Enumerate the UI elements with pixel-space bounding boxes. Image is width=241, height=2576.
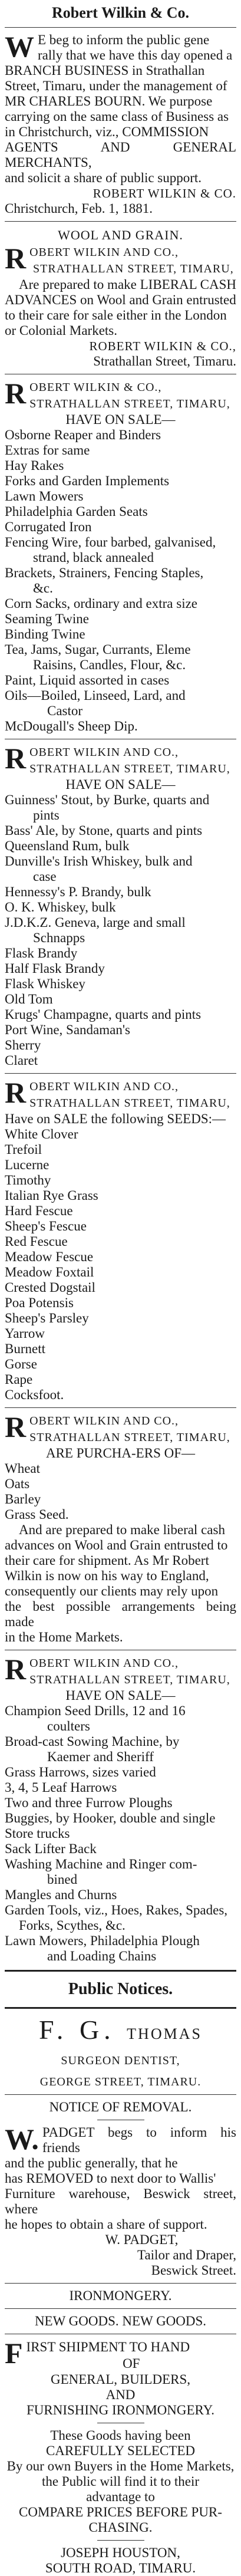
address: STRATHALLAN STREET, TIMARU, (29, 397, 230, 410)
ad-line: MR CHARLES BOURN. We purpose (5, 94, 213, 108)
ad-line: CHASING. (88, 2520, 153, 2535)
list-item: Gorse (5, 1357, 37, 1371)
drop-cap: F (5, 2337, 23, 2370)
list-item: bined (47, 1872, 78, 1887)
ad-heading: Robert Wilkin & Co. (51, 4, 190, 21)
list-item: Broad-cast Sowing Machine, by (5, 1734, 180, 1749)
dateline: Christchurch, Feb. 1, 1881. (5, 201, 153, 216)
list-item: Rape (5, 1372, 33, 1387)
firm-name: OBERT WILKIN AND CO., (29, 1080, 179, 1093)
drop-cap: R (5, 377, 27, 410)
list-item: Garden Tools, viz., Hoes, Rakes, Spades, (5, 1903, 228, 1917)
address: STRATHALLAN STREET, TIMARU, (29, 762, 230, 775)
ad-line: the Public will find it to their (41, 2474, 200, 2489)
ad-line: in Christchurch, viz., COMMISSION (5, 124, 209, 139)
ad-heading: NOTICE OF REMOVAL. (49, 2100, 192, 2114)
signature-address: SOUTH ROAD, TIMARU. (45, 2561, 196, 2575)
ad-line: These Goods having been (50, 2428, 191, 2443)
list-item: Corn Sacks, ordinary and extra size (5, 596, 198, 611)
ad-line: BRANCH BUSINESS in Strathallan (5, 63, 205, 78)
list-item: Osborne Reaper and Binders (5, 427, 161, 442)
list-item: Forks and Garden Implements (5, 473, 170, 488)
list-item: Port Wine, Sandaman's (5, 1022, 130, 1037)
ad-line: PADGET begs to inform his friends (42, 2125, 236, 2155)
list-item: Oils—Boiled, Linseed, Lard, and (5, 688, 186, 703)
signature-address: Beswick Street. (151, 2263, 236, 2278)
ad-line: he hopes to obtain a share of support. (5, 2217, 207, 2232)
list-item: Paint, Liquid assorted in cases (5, 673, 170, 687)
ad-line: has REMOVED to next door to Wallis' (5, 2171, 216, 2186)
drop-cap: R (5, 1076, 27, 1109)
divider (5, 2308, 236, 2309)
ad-line: IRST SHIPMENT TO HAND (26, 2340, 190, 2354)
list-item: Sheep's Parsley (5, 1311, 89, 1325)
list-item: Old Tom (5, 992, 53, 1006)
list-item: Wheat (5, 1461, 41, 1476)
list-item: Timothy (5, 1173, 51, 1187)
ad-line: carrying on the same class of Business as (5, 109, 229, 124)
list-item: Meadow Foxtail (5, 1265, 94, 1279)
subheading: HAVE ON SALE— (65, 412, 176, 427)
address: STRATHALLAN STREET, TIMARU, (29, 1431, 230, 1444)
list-item: Seaming Twine (5, 611, 89, 626)
ad-line: AND (105, 2387, 136, 2402)
drop-cap: W (5, 30, 34, 63)
list-item: Sherry (5, 1038, 41, 1052)
drop-cap: W. (5, 2123, 39, 2156)
list-item: O. K. Whiskey, bulk (5, 900, 116, 914)
list-item: Half Flask Brandy (5, 961, 105, 976)
ad-line: By our own Buyers in the Home Markets, (6, 2459, 235, 2473)
list-item: Grass Harrows, sizes varied (5, 1765, 156, 1779)
list-item: Flask Brandy (5, 946, 78, 960)
drop-cap: R (5, 742, 27, 775)
divider (5, 1970, 236, 1972)
list-item: Meadow Fescue (5, 1249, 94, 1264)
list-item: Lawn Mowers (5, 489, 84, 504)
list-item: pints (33, 808, 60, 823)
address: STRATHALLAN STREET, TIMARU, (29, 1673, 230, 1686)
list-item: strand, black annealed (33, 550, 154, 565)
list-item: Fencing Wire, four barbed, galvanised, (5, 535, 216, 550)
dentist-name (5, 2015, 236, 2049)
initial: G. (79, 2015, 115, 2045)
list-item: Oats (5, 1476, 30, 1491)
address: GEORGE STREET, TIMARU. (39, 2075, 202, 2088)
list-item: Krugs' Champagne, quarts and pints (5, 1007, 202, 1022)
list-item: Two and three Furrow Ploughs (5, 1795, 173, 1810)
ad-line: the best possible arrangements being made (5, 1599, 236, 1629)
ad-branch-business (5, 4, 236, 216)
list-item: Tea, Jams, Sugar, Currants, Eleme (5, 642, 191, 657)
ad-implements-sale (5, 1655, 236, 1964)
divider (5, 1073, 236, 1074)
signature-address: Strathallan Street, Timaru. (93, 354, 236, 369)
list-item: Queensland Rum, bulk (5, 838, 130, 853)
list-item: Hay Rakes (5, 458, 64, 473)
ad-line: in the Home Markets. (5, 1630, 123, 1644)
ad-line: COMPARE PRICES BEFORE PUR- (19, 2505, 222, 2519)
list-item: and Loading Chains (47, 1949, 157, 1963)
ad-line: FURNISHING IRONMONGERY. (26, 2403, 215, 2417)
firm-name: OBERT WILKIN & CO., (29, 381, 162, 394)
ad-ironmongery (5, 2288, 236, 2576)
signature: W. PADGET, (105, 2232, 179, 2247)
drop-cap: R (5, 1653, 27, 1686)
ad-line: Furniture warehouse, Beswick street, where (5, 2186, 236, 2216)
list-item: Sheep's Fescue (5, 1219, 87, 1233)
list-item: Buggies, by Hooker, double and single (5, 1811, 216, 1825)
list-item: Dunville's Irish Whiskey, bulk and (5, 854, 193, 868)
surname: THOMAS (127, 2025, 202, 2042)
subheading: ARE PURCHA-ERS OF— (45, 1446, 196, 1460)
list-item: Italian Rye Grass (5, 1188, 98, 1203)
list-item: Castor (47, 703, 83, 718)
list-item: Crested Dogstail (5, 1280, 95, 1295)
initial: F. (39, 2015, 68, 2045)
list-item: Mangles and Churns (5, 1887, 117, 1902)
divider (5, 2007, 236, 2009)
address: STRATHALLAN STREET, TIMARU, (33, 262, 234, 275)
list-item: Hennessy's P. Brandy, bulk (5, 884, 151, 899)
ad-line: rally that we have this day opened a (38, 48, 233, 62)
list-item: coulters (47, 1719, 90, 1733)
list-item: Bass' Ale, by Stone, quarts and pints (5, 823, 203, 838)
ad-line: Wilkin is now on his way to England, (5, 1568, 209, 1583)
ad-line: advances on Wool and Grain entrusted to (5, 1538, 228, 1552)
ad-removal-notice (5, 2100, 236, 2278)
list-item: Yarrow (5, 1326, 45, 1341)
list-item: Lawn Mowers, Philadelphia Plough (5, 1933, 200, 1948)
list-item: Grass Seed. (5, 1507, 69, 1522)
ad-line: and the public generally, that he (5, 2156, 178, 2170)
list-item: Store trucks (5, 1826, 70, 1841)
ad-line: CAREFULLY SELECTED (45, 2443, 196, 2458)
ad-line: OF (123, 2356, 140, 2371)
list-item: Binding Twine (5, 627, 85, 641)
list-item: Champion Seed Drills, 12 and 16 (5, 1703, 186, 1718)
ad-heading: IRONMONGERY. (69, 2288, 172, 2303)
list-item: Brackets, Strainers, Fencing Staples, (5, 565, 204, 580)
divider (5, 1407, 236, 1408)
subheading: HAVE ON SALE— (65, 777, 176, 792)
list-item: Schnapps (33, 930, 85, 945)
list-item: Hard Fescue (5, 1203, 73, 1218)
list-item: case (33, 869, 57, 884)
list-item: Barley (5, 1492, 41, 1506)
subheading: NEW GOODS. NEW GOODS. (34, 2314, 207, 2328)
divider (5, 2283, 236, 2284)
list-item: Extras for same (5, 443, 90, 458)
ad-heading: WOOL AND GRAIN. (58, 228, 183, 242)
ad-line: consequently our clients may rely upon (5, 1584, 219, 1598)
list-item: Cocksfoot. (5, 1387, 64, 1402)
list-item: McDougall's Sheep Dip. (5, 719, 138, 733)
list-item: &c. (33, 581, 53, 596)
list-item: Raisins, Candles, Flour, &c. (33, 657, 186, 672)
list-item: White Clover (5, 1127, 78, 1141)
ad-wool-grain (5, 226, 236, 369)
dentist-title: SURGEON DENTIST, (61, 2054, 180, 2067)
divider (97, 2540, 144, 2541)
ad-dentist (5, 2015, 236, 2090)
ad-line: E beg to inform the public gene (38, 32, 210, 47)
subheading: HAVE ON SALE— (65, 1688, 176, 1703)
list-item: 3, 4, 5 Leaf Harrows (5, 1780, 117, 1795)
subheading: Have on SALE the following SEEDS:— (5, 1111, 226, 1126)
list-item: Poa Potensis (5, 1295, 74, 1310)
firm-name: OBERT WILKIN AND CO., (29, 1414, 179, 1427)
list-item: Red Fescue (5, 1234, 68, 1249)
divider (5, 27, 236, 28)
ad-liquor-sale (5, 744, 236, 1068)
ad-purchasers (5, 1410, 236, 1645)
list-item: J.D.K.Z. Geneva, large and small (5, 915, 186, 930)
ad-line: ADVANCES on Wool and Grain entrusted (5, 292, 236, 307)
ad-line: advantage to (86, 2489, 155, 2504)
list-item: Washing Machine and Ringer com- (5, 1857, 197, 1871)
address: STRATHALLAN STREET, TIMARU, (29, 1097, 230, 1110)
ad-line: to their care for sale either in the London (5, 308, 227, 323)
ad-seeds-sale (5, 1078, 236, 1403)
signature: JOSEPH HOUSTON, (61, 2545, 180, 2560)
ad-line: GENERAL, BUILDERS, (50, 2372, 191, 2387)
list-item: Kaemer and Sheriff (47, 1749, 154, 1764)
ad-hardware-sale (5, 379, 236, 734)
list-item: Sack Lifter Back (5, 1841, 97, 1856)
signature: ROBERT WILKIN & CO., (89, 339, 236, 353)
divider (5, 2094, 236, 2095)
firm-name: OBERT WILKIN AND CO., (29, 746, 179, 759)
firm-name: OBERT WILKIN AND CO., (29, 246, 179, 259)
signature: ROBERT WILKIN & CO. (93, 186, 236, 200)
section-heading: Public Notices. (68, 1980, 173, 1998)
list-item: Claret (5, 1053, 38, 1068)
firm-name: OBERT WILKIN AND CO., (29, 1657, 179, 1670)
ad-line: their care for shipment. As Mr Robert (5, 1553, 209, 1568)
divider (5, 221, 236, 222)
ad-line: Street, Timaru, under the management of (5, 78, 227, 93)
signature-trade: Tailor and Draper, (137, 2248, 236, 2262)
list-item: Burnett (5, 1341, 45, 1356)
drop-cap: R (5, 242, 27, 275)
list-item: Philadelphia Garden Seats (5, 504, 148, 519)
list-item: Guinness' Stout, by Burke, quarts and (5, 792, 210, 807)
list-item: Flask Whiskey (5, 976, 85, 991)
list-item: Corrugated Iron (5, 519, 92, 534)
list-item: Forks, Scythes, &c. (19, 1918, 126, 1933)
list-item: Trefoil (5, 1142, 42, 1157)
ad-line: or Colonial Markets. (5, 323, 117, 338)
ad-line: AGENTS AND GENERAL MERCHANTS, (5, 140, 236, 170)
ad-line: And are prepared to make liberal cash (19, 1522, 225, 1537)
drop-cap: R (5, 1410, 27, 1443)
ad-line: and solicit a share of public support. (5, 170, 202, 185)
list-item: Lucerne (5, 1157, 49, 1172)
ad-line: Are prepared to make LIBERAL CASH (19, 277, 236, 292)
